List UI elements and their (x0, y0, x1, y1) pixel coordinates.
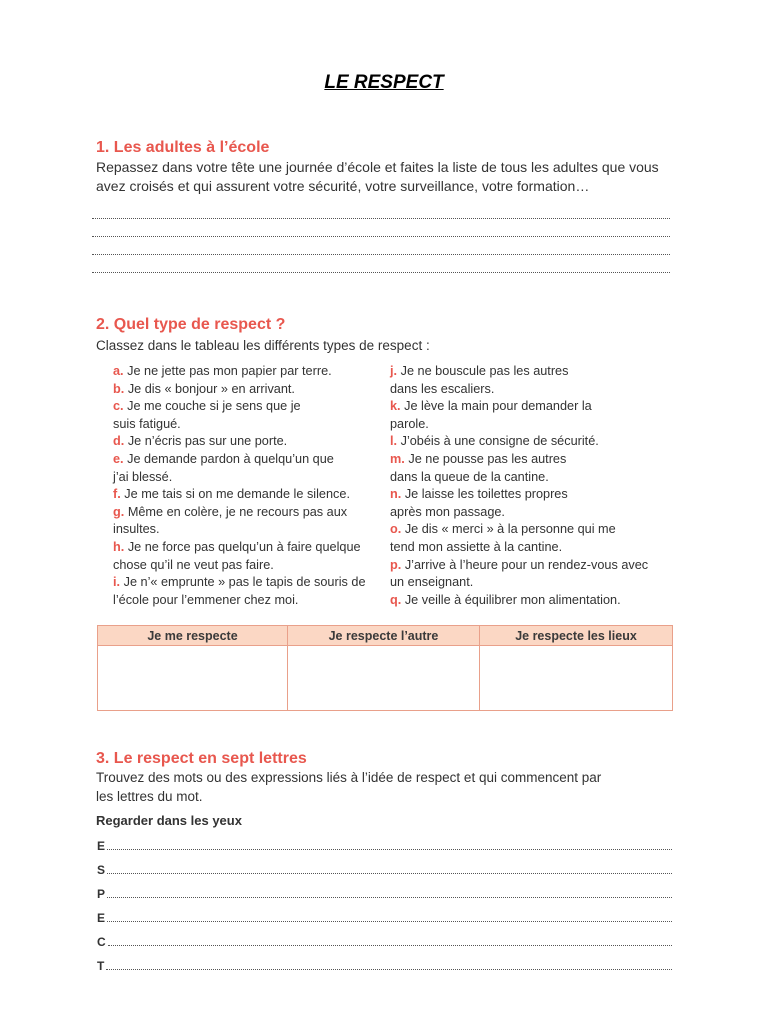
list-item: j. Je ne bouscule pas les autres dans les escaliers. (390, 364, 569, 396)
section1-instruction: Repassez dans votre tête une journée d’école et faites la liste de tous les adultes que vous avez croisés et qui assurent votre sécurité, votre surveillance, votre formation… (96, 159, 659, 194)
table-header-places: Je respecte les lieux (480, 626, 672, 646)
section3-instruction: Trouvez des mots ou des expressions liés à l’idée de respect et qui commencent par les lettres du mot. (96, 770, 602, 804)
list-item: l. J’obéis à une consigne de sécurité. (390, 434, 599, 449)
list-item: p. J’arrive à l’heure pour un rendez-vous avec un enseignant. (390, 557, 649, 590)
section3-heading: 3. Le respect en sept lettres (96, 750, 307, 767)
table-cell-other[interactable] (288, 646, 480, 710)
list-left (113, 363, 383, 609)
acrostic-line-e1[interactable]: E (97, 835, 672, 853)
list-item: q. Je veille à équilibrer mon alimentation. (390, 592, 621, 607)
acrostic-line-p[interactable]: P (97, 883, 672, 901)
acrostic-line-s[interactable]: S (97, 859, 672, 877)
list-item: b. Je dis « bonjour » en arrivant. (113, 381, 295, 396)
list-item: m. Je ne pousse pas les autres dans la queue de la cantine. (390, 451, 567, 484)
list-item: o. Je dis « merci » à la personne qui me tend mon assiette à la cantine. (390, 522, 616, 554)
classification-table (97, 625, 673, 711)
acrostic-line-e2[interactable]: E (97, 907, 672, 925)
table-cell-places[interactable] (480, 646, 672, 710)
list-item: d. Je n’écris pas sur une porte. (113, 434, 288, 449)
section2-instruction: Classez dans le tableau les différents types de respect : (96, 338, 430, 353)
list-item: f. Je me tais si on me demande le silence. (113, 487, 350, 502)
acrostic-line-c[interactable]: C (97, 931, 672, 949)
section1-heading: 1. Les adultes à l’école (96, 139, 270, 156)
list-item: h. Je ne force pas quelqu’un à faire quelque chose qu’il ne veut pas faire. (113, 539, 361, 572)
section2-heading: 2. Quel type de respect ? (96, 316, 286, 333)
list-item: c. Je me couche si je sens que je suis fatigué. (113, 399, 301, 431)
table-header-other: Je respecte l’autre (288, 626, 480, 646)
answer-line-3[interactable] (92, 254, 670, 255)
list-item: k. Je lève la main pour demander la parole. (390, 399, 592, 431)
list-item: n. Je laisse les toilettes propres après mon passage. (390, 487, 568, 519)
acrostic-example: Regarder dans les yeux (96, 813, 242, 828)
list-item: i. Je n’« emprunte » pas le tapis de souris de l’école pour l’emmener chez moi. (113, 575, 366, 607)
page-title: LE RESPECT (324, 72, 444, 93)
list-item: g. Même en colère, je ne recours pas aux insultes. (113, 504, 348, 537)
table-cell-self[interactable] (98, 646, 288, 710)
list-item: a. Je ne jette pas mon papier par terre. (113, 364, 332, 378)
acrostic-line-t[interactable]: T (97, 955, 672, 973)
list-item: e. Je demande pardon à quelqu’un que j’ai blessé. (113, 451, 334, 484)
answer-line-4[interactable] (92, 272, 670, 273)
answer-line-2[interactable] (92, 236, 670, 237)
table-header-self: Je me respecte (98, 626, 288, 646)
answer-line-1[interactable] (92, 218, 670, 219)
list-right (390, 363, 660, 609)
